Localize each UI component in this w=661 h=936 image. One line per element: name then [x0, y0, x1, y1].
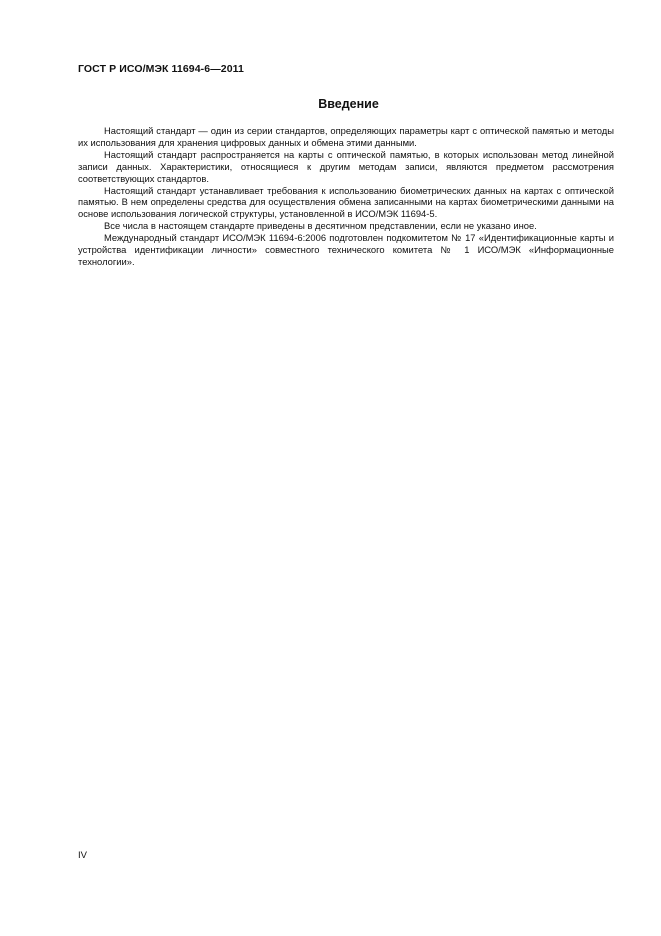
- section-title: Введение: [318, 97, 379, 111]
- paragraph: Международный стандарт ИСО/МЭК 11694-6:2006 подготовлен подкомитетом № 17 «Идентификационные карты и устройства идентификации личности» совместного технического комитета № 1 ИСО/МЭК «Информационные технологии».: [78, 232, 614, 267]
- paragraph: Настоящий стандарт распространяется на карты с оптической памятью, в которых использован метод линейной записи данных. Характеристики, относящиеся к другим методам записи, являются предметом рассмотрения соответствующих стандартов.: [78, 148, 614, 184]
- paragraph: Настоящий стандарт устанавливает требования к использованию биометрических данных на картах с оптической памятью. В нем определены средства для осуществления обмена записанными на картах биометрическими данными на основе использования логической структуры, установленной в ИСО/МЭК 11694-5.: [78, 184, 614, 220]
- document-header: ГОСТ Р ИСО/МЭК 11694-6—2011: [78, 63, 244, 75]
- body-text: [78, 125, 614, 268]
- page-number: IV: [78, 850, 87, 861]
- paragraph: Настоящий стандарт — один из серии стандартов, определяющих параметры карт с оптической памятью и методы их использования для хранения цифровых данных и обмена этими данными.: [78, 125, 614, 148]
- paragraph: Все числа в настоящем стандарте приведены в десятичном представлении, если не указано иное.: [104, 220, 537, 232]
